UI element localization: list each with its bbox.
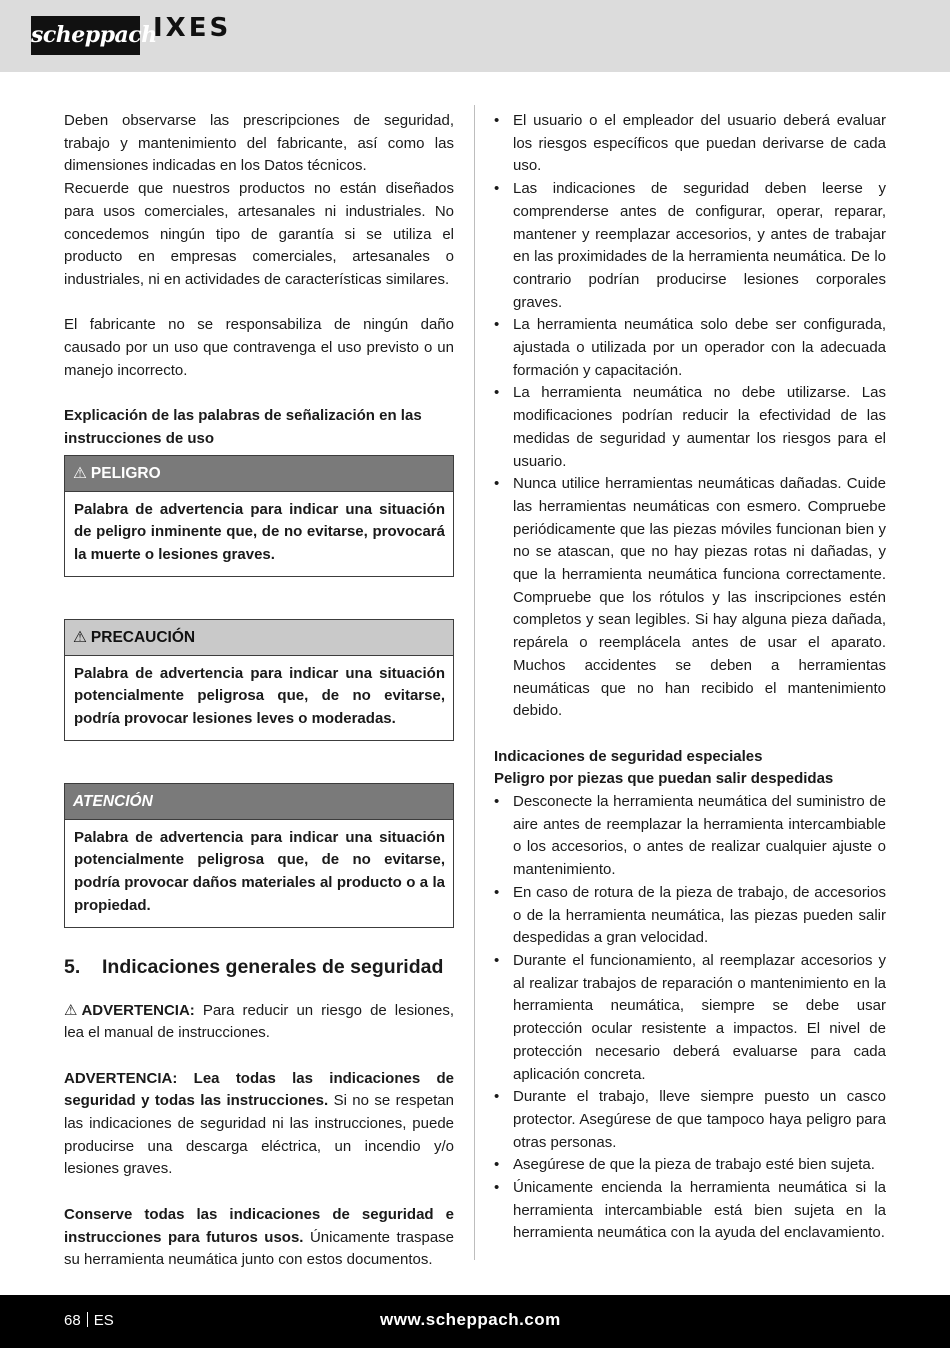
keep-instructions: Conserve todas las indicaciones de seguridad e instrucciones para futuros usos. Únicamente traspase su herramienta neumática junto con estos documentos. [64, 1205, 455, 1269]
list-item: • Durante el trabajo, lleve siempre puesto un casco protector. Asegúrese de que tampoco haya peligro para otras personas. [494, 1088, 886, 1151]
warning-triangle-icon: ⚠ [73, 628, 87, 646]
paragraph-liability: El fabricante no se responsabiliza de ningún daño causado por un uso que contravenga el uso previsto o un manejo incorrecto. [64, 316, 454, 379]
notice-box-title: ATENCIÓN [65, 784, 453, 820]
notice-box-text: Palabra de advertencia para indicar una situación potencialmente peligrosa que, de no evitarse, podría provocar daños materiales al producto o a la propiedad. [74, 828, 445, 914]
danger-box-text: Palabra de advertencia para indicar una situación de peligro inminente que, de no evitarse, provocará la muerte o lesiones graves. [74, 500, 445, 563]
page-number: 68 [64, 1312, 81, 1329]
paragraph-prescriptions: Deben observarse las prescripciones de seguridad, trabajo y mantenimiento del fabricante, así como las dimensiones indicadas en los Datos técnicos. [64, 112, 454, 175]
list-item: • Nunca utilice herramientas neumáticas dañadas. Cuide las herramientas neumáticas con esmero. Compruebe periódicamente que las piezas móviles funcionan bien y no se atascan, que no hay piezas rotas ni dañadas, y que la herramienta neumática funciona correctamente. Compruebe que los rótulos y las inscripciones estén completos y sean legibles. Si hay alguna pieza dañada, repárela o reemplácela antes de usar el aparato. Muchos accidentes se deben a herramientas neumáticas que no han recibido el mantenimiento debido. [494, 475, 886, 720]
page-footer [0, 1295, 950, 1348]
caution-box-text: Palabra de advertencia para indicar una situación potencialmente peligrosa que, de no evitarse, podría provocar lesiones leves o moderadas. [74, 664, 445, 728]
page-indicator [64, 1311, 114, 1331]
page-header [0, 0, 950, 72]
section-number: 5. [64, 955, 81, 978]
list-item: • Asegúrese de que la pieza de trabajo esté bien sujeta. [494, 1156, 875, 1174]
list-item: • Las indicaciones de seguridad deben leerse y comprenderse antes de configurar, operar, reparar, mantener y reemplazar accesorios, y antes de trabajar en las proximidades de la herramienta neumática. De lo contrario podrían producirse lesiones corporales graves. [494, 180, 886, 311]
ixes-logo: IXES [153, 13, 232, 43]
column-divider [474, 105, 475, 1260]
warning-triangle-icon: ⚠ [64, 1001, 78, 1019]
flying-parts-list [494, 791, 886, 1245]
section-title: 5. Indicaciones generales de seguridad [64, 955, 444, 978]
list-item: • Desconecte la herramienta neumática del suministro de aire antes de reemplazar la herramienta intercambiable o los accesorios, o antes de realizar cualquier ajuste o mantenimiento. [494, 793, 886, 879]
warning-triangle-icon: ⚠ [73, 464, 87, 482]
warning-read-instructions: ADVERTENCIA: Lea todas las indicaciones de seguridad y todas las instrucciones. Si no se respetan las indicaciones de seguridad ni las instrucciones, puede producirse una descarga eléctrica, un incendio y/o lesiones graves. [64, 1069, 454, 1178]
list-item: • La herramienta neumática no debe utilizarse. Las modificaciones podrían reducir la efectividad de las medidas de seguridad y aumentar los riesgos para el usuario. [494, 384, 886, 470]
left-column [64, 110, 454, 1272]
signal-words-heading: Explicación de las palabras de señalización en las instrucciones de uso [64, 407, 422, 447]
list-item: • Únicamente encienda la herramienta neumática si la herramienta intercambiable está bien sujeta en la herramienta neumática con la ayuda del enclavamiento. [494, 1179, 886, 1242]
notice-box [64, 783, 454, 928]
general-safety-list [494, 110, 886, 723]
scheppach-logo: scheppach [31, 16, 140, 55]
list-item: • En caso de rotura de la pieza de trabajo, de accesorios o de la herramienta neumática, las piezas pueden salir despedidas a gran velocidad. [494, 883, 886, 947]
danger-box [64, 455, 454, 577]
language-code: ES [93, 1312, 114, 1329]
list-item: • Durante el funcionamiento, al reemplazar accesorios y al realizar trabajos de reparación o mantenimiento en la herramienta neumática, siempre se debe usar protección ocular resistente a impactos. El nivel de protección necesario deberá evaluarse para cada aplicación concreta. [494, 952, 886, 1083]
warning-read-manual: ⚠ ADVERTENCIA: Para reducir un riesgo de lesiones, lea el manual de instrucciones. [64, 1001, 454, 1042]
special-safety-subheading: Peligro por piezas que puedan salir despedidas [494, 770, 834, 788]
list-item: • El usuario o el empleador del usuario deberá evaluar los riesgos específicos que puedan derivarse de cada uso. [494, 112, 886, 175]
right-column [494, 110, 886, 1245]
caution-box [64, 619, 454, 741]
website-link[interactable]: www.scheppach.com [380, 1310, 561, 1329]
danger-box-title: ⚠ PELIGRO [65, 456, 453, 492]
caution-box-title: ⚠ PRECAUCIÓN [65, 620, 453, 656]
list-item: • La herramienta neumática solo debe ser configurada, ajustada o utilizada por un operador con la adecuada formación y capacitación. [494, 316, 886, 379]
special-safety-heading: Indicaciones de seguridad especiales [494, 747, 763, 765]
paragraph-usage: Recuerde que nuestros productos no están diseñados para usos comerciales, artesanales ni industriales. No concedemos ningún tipo de garantía si se utiliza el producto en empresas comerciales, artesanales o industriales, ni en actividades de características similares. [64, 180, 454, 288]
